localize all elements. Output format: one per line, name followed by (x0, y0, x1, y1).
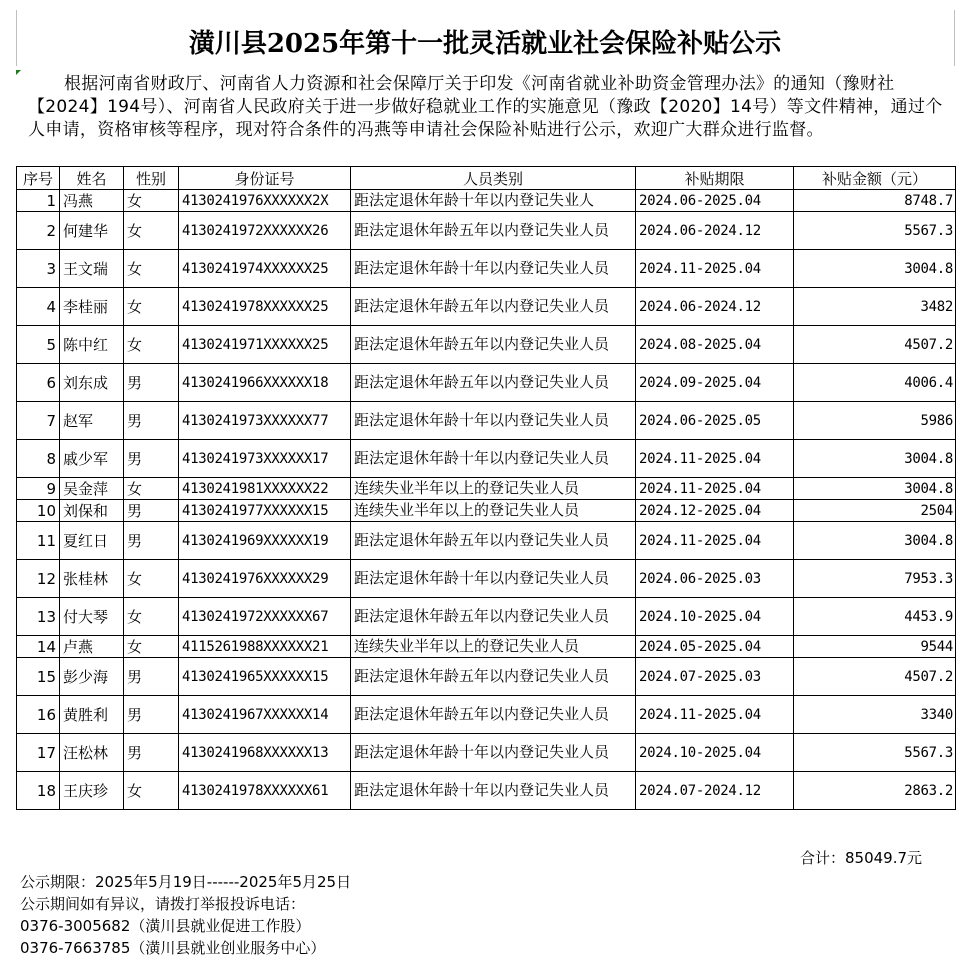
cell-name: 王文瑞 (60, 250, 124, 288)
cell-name: 王庆珍 (60, 772, 124, 810)
cell-category: 距法定退休年龄五年以内登记失业人员 (351, 658, 636, 696)
cell-id-number: 4130241977XXXXXX15 (179, 500, 351, 522)
cell-name: 付大琴 (60, 598, 124, 636)
cell-amount: 8748.7 (794, 190, 956, 212)
cell-gender: 男 (124, 696, 179, 734)
cell-amount: 3004.8 (794, 250, 956, 288)
table-row (17, 734, 956, 772)
cell-no: 14 (17, 636, 60, 658)
cell-period: 2024.10-2025.04 (636, 598, 794, 636)
table-row (17, 212, 956, 250)
cell-id-number: 4130241967XXXXXX14 (179, 696, 351, 734)
cell-id-number: 4130241972XXXXXX67 (179, 598, 351, 636)
cell-gender: 男 (124, 500, 179, 522)
cell-period: 2024.06-2025.03 (636, 560, 794, 598)
cell-category: 距法定退休年龄五年以内登记失业人员 (351, 364, 636, 402)
footer-notice (20, 871, 351, 959)
cell-period: 2024.07-2024.12 (636, 772, 794, 810)
cell-no: 15 (17, 658, 60, 696)
cell-id-number: 4130241968XXXXXX13 (179, 734, 351, 772)
cell-period: 2024.12-2025.04 (636, 500, 794, 522)
footer-objection: 公示期间如有异议，请拨打举报投诉电话： (20, 895, 306, 913)
cell-name: 李桂丽 (60, 288, 124, 326)
cell-category: 距法定退休年龄十年以内登记失业人员 (351, 440, 636, 478)
cell-category: 距法定退休年龄五年以内登记失业人员 (351, 326, 636, 364)
cell-name: 彭少海 (60, 658, 124, 696)
cell-no: 2 (17, 212, 60, 250)
cell-amount: 2863.2 (794, 772, 956, 810)
cell-gender: 男 (124, 364, 179, 402)
total-amount: 合计：85049.7元 (800, 849, 923, 867)
cell-amount: 5567.3 (794, 212, 956, 250)
table-row (17, 402, 956, 440)
cell-id-number: 4130241965XXXXXX15 (179, 658, 351, 696)
cell-gender: 女 (124, 772, 179, 810)
cell-amount: 9544 (794, 636, 956, 658)
footer-phone-1: 0376-3005682（潢川县就业促进工作股） (20, 917, 311, 935)
cell-amount: 7953.3 (794, 560, 956, 598)
cell-period: 2024.10-2025.04 (636, 734, 794, 772)
cell-amount: 4507.2 (794, 326, 956, 364)
cell-period: 2024.08-2025.04 (636, 326, 794, 364)
cell-gender: 女 (124, 636, 179, 658)
cell-id-number: 4130241973XXXXXX17 (179, 440, 351, 478)
cell-name: 张桂林 (60, 560, 124, 598)
cell-amount: 5567.3 (794, 734, 956, 772)
header-gender: 性别 (124, 167, 179, 190)
cell-gender: 女 (124, 326, 179, 364)
cell-amount: 3004.8 (794, 440, 956, 478)
cell-category: 距法定退休年龄五年以内登记失业人员 (351, 522, 636, 560)
cell-period: 2024.06-2025.04 (636, 190, 794, 212)
cell-gender: 女 (124, 478, 179, 500)
cell-no: 11 (17, 522, 60, 560)
cell-gender: 男 (124, 522, 179, 560)
cell-gender: 女 (124, 598, 179, 636)
cell-gender: 女 (124, 560, 179, 598)
cell-gender: 女 (124, 288, 179, 326)
table-header-row (17, 167, 956, 190)
header-id: 身份证号 (179, 167, 351, 190)
cell-no: 8 (17, 440, 60, 478)
cell-period: 2024.11-2025.04 (636, 250, 794, 288)
cell-category: 距法定退休年龄十年以内登记失业人员 (351, 250, 636, 288)
table-row (17, 636, 956, 658)
table-row (17, 478, 956, 500)
page-title: 潢川县2025年第十一批灵活就业社会保险补贴公示 (188, 29, 782, 59)
cell-name: 黄胜利 (60, 696, 124, 734)
cell-period: 2024.06-2025.05 (636, 402, 794, 440)
cell-id-number: 4130241971XXXXXX25 (179, 326, 351, 364)
header-no: 序号 (17, 167, 60, 190)
cell-id-number: 4115261988XXXXXX21 (179, 636, 351, 658)
cell-name: 陈中红 (60, 326, 124, 364)
table-row (17, 250, 956, 288)
cell-no: 6 (17, 364, 60, 402)
cell-category: 距法定退休年龄五年以内登记失业人员 (351, 696, 636, 734)
cell-category: 距法定退休年龄十年以内登记失业人员 (351, 772, 636, 810)
cell-comment-marker (16, 70, 21, 75)
intro-paragraph: 根据河南省财政厅、河南省人力资源和社会保障厅关于印发《河南省就业补助资金管理办法》的通知（豫财社【2024】194号）、河南省人民政府关于进一步做好稳就业工作的实施意见（豫政【2020】14号）等文件精神，通过个人申请，资格审核等程序，现对符合条件的冯燕等申请社会保险补贴进行公示，欢迎广大群众进行监督。 (28, 74, 943, 140)
cell-amount: 3482 (794, 288, 956, 326)
cell-category: 连续失业半年以上的登记失业人员 (351, 500, 636, 522)
cell-id-number: 4130241966XXXXXX18 (179, 364, 351, 402)
cell-name: 刘东成 (60, 364, 124, 402)
cell-id-number: 4130241972XXXXXX26 (179, 212, 351, 250)
cell-no: 16 (17, 696, 60, 734)
cell-category: 连续失业半年以上的登记失业人员 (351, 636, 636, 658)
table-row (17, 500, 956, 522)
table-row (17, 440, 956, 478)
cell-id-number: 4130241978XXXXXX25 (179, 288, 351, 326)
cell-no: 3 (17, 250, 60, 288)
cell-id-number: 4130241976XXXXXX29 (179, 560, 351, 598)
cell-category: 距法定退休年龄十年以内登记失业人员 (351, 734, 636, 772)
table-row (17, 326, 956, 364)
cell-period: 2024.07-2025.03 (636, 658, 794, 696)
cell-amount: 4006.4 (794, 364, 956, 402)
cell-id-number: 4130241969XXXXXX19 (179, 522, 351, 560)
cell-no: 4 (17, 288, 60, 326)
cell-category: 距法定退休年龄十年以内登记失业人员 (351, 560, 636, 598)
cell-id-number: 4130241978XXXXXX61 (179, 772, 351, 810)
cell-name: 赵军 (60, 402, 124, 440)
cell-period: 2024.09-2025.04 (636, 364, 794, 402)
cell-name: 夏红日 (60, 522, 124, 560)
table-row (17, 696, 956, 734)
cell-category: 距法定退休年龄五年以内登记失业人员 (351, 288, 636, 326)
cell-id-number: 4130241973XXXXXX77 (179, 402, 351, 440)
table-row (17, 190, 956, 212)
header-name: 姓名 (60, 167, 124, 190)
cell-period: 2024.06-2024.12 (636, 212, 794, 250)
footer-period: 公示期限：2025年5月19日------2025年5月25日 (20, 873, 352, 891)
cell-gender: 男 (124, 402, 179, 440)
cell-amount: 3004.8 (794, 522, 956, 560)
cell-no: 18 (17, 772, 60, 810)
table-row (17, 522, 956, 560)
cell-gender: 男 (124, 440, 179, 478)
cell-no: 17 (17, 734, 60, 772)
cell-category: 距法定退休年龄五年以内登记失业人员 (351, 212, 636, 250)
table-row (17, 364, 956, 402)
cell-gender: 男 (124, 734, 179, 772)
cell-name: 刘保和 (60, 500, 124, 522)
header-amount: 补贴金额（元） (794, 167, 956, 190)
cell-period: 2024.05-2025.04 (636, 636, 794, 658)
cell-name: 汪松林 (60, 734, 124, 772)
footer-phone-2: 0376-7663785（潢川县就业创业服务中心） (20, 939, 326, 957)
cell-amount: 2504 (794, 500, 956, 522)
header-category: 人员类别 (351, 167, 636, 190)
cell-period: 2024.06-2024.12 (636, 288, 794, 326)
cell-amount: 5986 (794, 402, 956, 440)
cell-amount: 3004.8 (794, 478, 956, 500)
cell-category: 距法定退休年龄十年以内登记失业人 (351, 190, 636, 212)
cell-period: 2024.11-2025.04 (636, 478, 794, 500)
table-row (17, 598, 956, 636)
cell-amount: 3340 (794, 696, 956, 734)
cell-id-number: 4130241976XXXXXX2X (179, 190, 351, 212)
cell-name: 何建华 (60, 212, 124, 250)
cell-amount: 4507.2 (794, 658, 956, 696)
header-period: 补贴期限 (636, 167, 794, 190)
table-row (17, 772, 956, 810)
table-row (17, 658, 956, 696)
cell-gender: 女 (124, 190, 179, 212)
cell-period: 2024.11-2025.04 (636, 440, 794, 478)
cell-category: 连续失业半年以上的登记失业人员 (351, 478, 636, 500)
subsidy-table (16, 166, 956, 810)
cell-no: 10 (17, 500, 60, 522)
cell-name: 卢燕 (60, 636, 124, 658)
cell-gender: 女 (124, 212, 179, 250)
cell-name: 戚少军 (60, 440, 124, 478)
cell-period: 2024.11-2025.04 (636, 696, 794, 734)
cell-category: 距法定退休年龄五年以内登记失业人员 (351, 598, 636, 636)
cell-gender: 女 (124, 250, 179, 288)
cell-id-number: 4130241981XXXXXX22 (179, 478, 351, 500)
cell-name: 冯燕 (60, 190, 124, 212)
cell-gender: 男 (124, 658, 179, 696)
cell-no: 1 (17, 190, 60, 212)
cell-name: 吴金萍 (60, 478, 124, 500)
table-row (17, 288, 956, 326)
cell-category: 距法定退休年龄十年以内登记失业人员 (351, 402, 636, 440)
cell-amount: 4453.9 (794, 598, 956, 636)
cell-period: 2024.11-2025.04 (636, 522, 794, 560)
cell-id-number: 4130241974XXXXXX25 (179, 250, 351, 288)
cell-no: 7 (17, 402, 60, 440)
table-row (17, 560, 956, 598)
cell-no: 12 (17, 560, 60, 598)
cell-no: 9 (17, 478, 60, 500)
cell-no: 5 (17, 326, 60, 364)
cell-no: 13 (17, 598, 60, 636)
